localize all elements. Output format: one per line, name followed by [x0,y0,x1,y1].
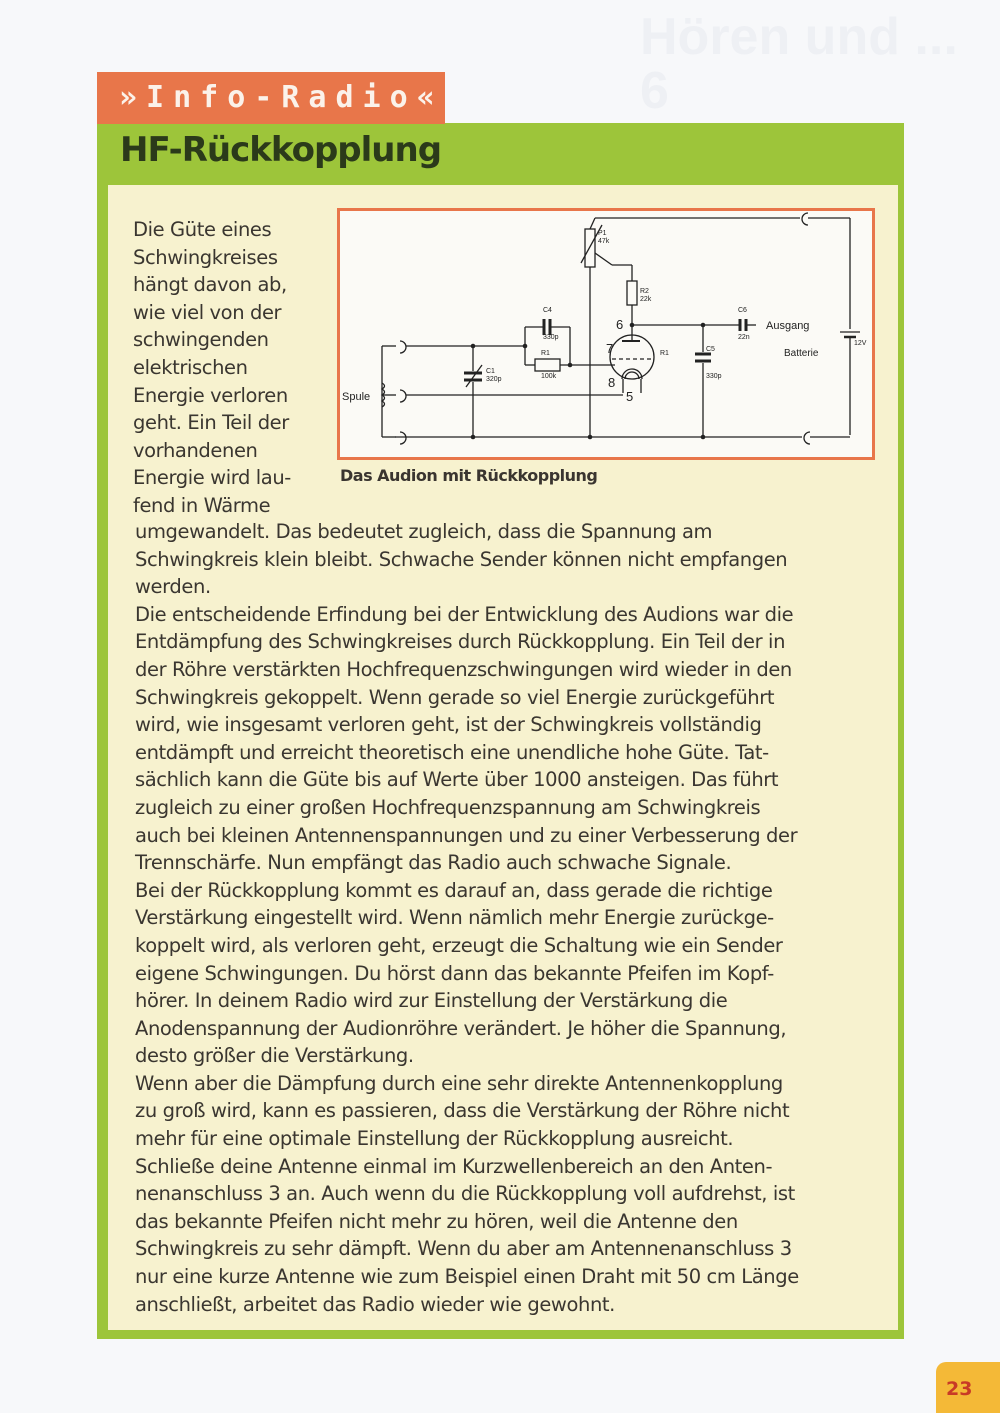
svg-text:C6: C6 [738,307,747,314]
svg-text:22n: 22n [738,334,750,341]
battery-label: Batterie [784,348,819,359]
svg-text:12V: 12V [854,340,867,347]
intro-column-text: Die Güte eines Schwingkreises hängt davon ab, wie viel von der schwingenden elektrischen Energie verloren geht. Ein Teil der vorhandenen Energie wird lau- fend in Wärme [133,218,291,517]
svg-text:C1: C1 [486,368,495,375]
svg-text:330p: 330p [706,373,722,380]
svg-text:C4: C4 [543,307,552,314]
output-label: Ausgang [766,320,810,332]
svg-text:R1: R1 [541,350,550,357]
svg-text:R1: R1 [660,350,669,357]
main-body-text: umgewandelt. Das bedeutet zugleich, dass die Spannung am Schwingkreis klein bleibt. Schwache Sender können nicht empfangen werden. Die entscheidende Erfindung bei der Entwicklung des Audions war die Entdämpfung des Schwingkreises durch Rückkopplung. Ein Teil der in der Röhre verstärkten Hochfrequenzschwingungen wird wieder in den Schwingkreis gekoppelt. Wenn gerade so viel Energie zurückgeführt wird, wie insgesamt verloren geht, ist der Schwingkreis vollständig entdämpft und erreicht theoretisch eine unendliche hohe Güte. Tat- sächlich kann die Güte bis auf Werte über 1000 ansteigen. Das führt zugleich zu einer großen Hochfrequenzspannung am Schwingkreis auch bei kleinen Antennenspannungen und zu einer Verbesserung der Trennschärfe. Nun empfängt das Radio auch schwache Signale. Bei der Rückkopplung kommt es darauf an, dass gerade die richtige Verstärkung eingestellt wird. Wenn nämlich mehr Energie zurückge- koppelt wird, als verloren geht, erzeugt die Schaltung wie ein Sender eigene Schwingungen. Du hörst dann das bekannte Pfeifen im Kopf- hörer. In deinem Radio wird zur Einstellung der Verstärkung die Anodenspannung der Audionröhre verändert. Je höher die Spannung, desto größer die Verstärkung. Wenn aber die Dämpfung durch eine sehr direkte Antennenkopplung zu groß wird, kann es passieren, dass die Verstärkung der Röhre nicht mehr für eine optimale Einstellung der Rückkopplung ausreicht. Schließe deine Antenne einmal im Kurzwellenbereich an den Anten- nenanschluss 3 an. Auch wenn du die Rückkopplung voll aufdrehst, ist das bekannte Pfeifen nicht mehr zu hören, weil die Antenne den Schwingkreis zu sehr dämpft. Wenn du aber am Antennenanschluss 3 nur eine kurze Antenne wie zum Beispiel einen Draht mit 50 cm Länge anschließt, arbeitet das Radio wieder wie gewohnt. [135,520,799,1316]
svg-text:47k: 47k [598,238,610,245]
svg-text:C5: C5 [706,346,715,353]
svg-text:100k: 100k [541,373,557,380]
figure-caption: Das Audion mit Rückkopplung [340,466,598,485]
svg-text:R2: R2 [640,288,649,295]
spule-label: Spule [342,391,371,403]
background-chapter-heading: Hören und ... 6 [640,8,958,120]
info-radio-banner: »Info-Radio« [97,72,445,124]
svg-text:6: 6 [616,317,624,332]
svg-text:330p: 330p [543,334,559,341]
circuit-diagram [337,208,875,460]
svg-text:22k: 22k [640,296,652,303]
svg-text:320p: 320p [486,376,502,383]
page-number: 23 [936,1362,1000,1413]
svg-text:5: 5 [626,389,634,404]
svg-text:7: 7 [606,341,614,356]
audion-schematic [340,211,872,457]
section-title: HF-Rückkopplung [120,130,442,170]
svg-text:8: 8 [608,375,616,390]
svg-text:P1: P1 [598,230,607,237]
